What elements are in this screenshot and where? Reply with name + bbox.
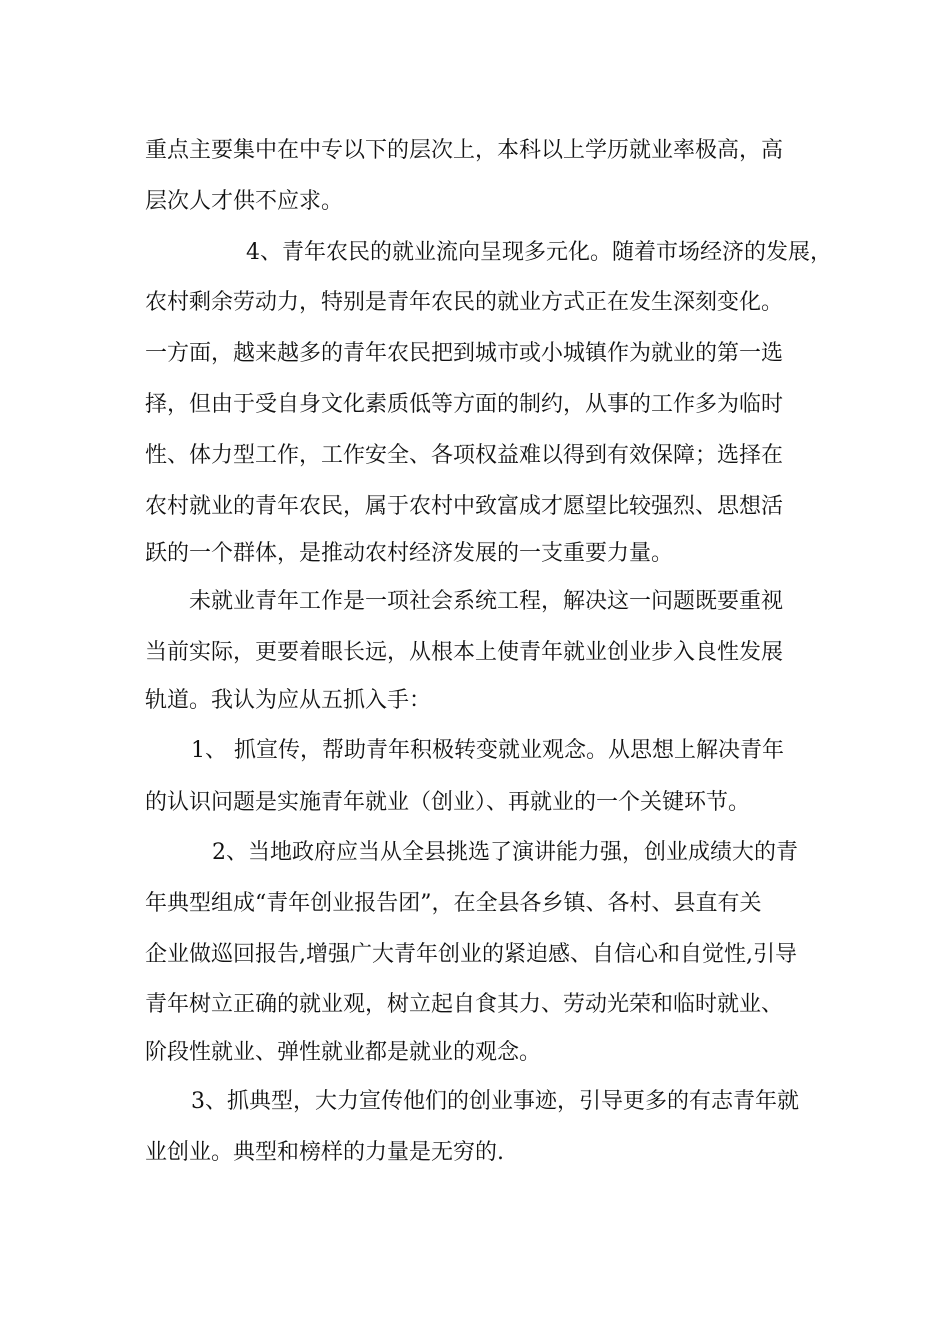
text-line: 层次人才供不应求。 (145, 189, 344, 214)
text-line: 业创业。典型和榜样的力量是无穷的. (145, 1140, 504, 1165)
text-line: 企业做巡回报告,增强广大青年创业的紧迫感、自信心和自觉性,引导 (145, 942, 797, 967)
text-line: 农村就业的青年农民，属于农村中致富成才愿望比较强烈、思想活 (145, 494, 784, 519)
text-line: 性、体力型工作，工作安全、各项权益难以得到有效保障；选择在 (145, 443, 784, 468)
text-line: 阶段性就业、弹性就业都是就业的观念。 (145, 1040, 542, 1065)
paragraph-start-line: 4、青年农民的就业流向呈现多元化。随着市场经济的发展， (246, 240, 832, 265)
text-line: 当前实际，更要着眼长远，从根本上使青年就业创业步入良性发展 (145, 640, 784, 665)
text-line: 青年树立正确的就业观，树立起自食其力、劳动光荣和临时就业、 (145, 992, 784, 1017)
paragraph-start-line: 未就业青年工作是一项社会系统工程，解决这一问题既要重视 (189, 589, 784, 614)
text-line: 轨道。我认为应从五抓入手： (145, 688, 432, 713)
text-line: 择，但由于受自身文化素质低等方面的制约，从事的工作多为临时 (145, 392, 784, 417)
text-line: 的认识问题是实施青年就业（创业）、再就业的一个关键环节。 (145, 790, 751, 815)
text-line: 农村剩余劳动力，特别是青年农民的就业方式正在发生深刻变化。 (145, 290, 784, 315)
text-line: 重点主要集中在中专以下的层次上，本科以上学历就业率极高，高 (145, 138, 784, 163)
text-line: 年典型组成“青年创业报告团”，在全县各乡镇、各村、县直有关 (145, 891, 762, 916)
paragraph-start-line: 1、 抓宣传，帮助青年积极转变就业观念。从思想上解决青年 (191, 738, 784, 763)
paragraph-start-line: 3、抓典型，大力宣传他们的创业事迹，引导更多的有志青年就 (191, 1089, 799, 1114)
text-line: 一方面，越来越多的青年农民把到城市或小城镇作为就业的第一选 (145, 341, 784, 366)
text-line: 跃的一个群体，是推动农村经济发展的一支重要力量。 (145, 541, 674, 566)
paragraph-start-line: 2、当地政府应当从全县挑选了演讲能力强，创业成绩大的青 (212, 840, 798, 865)
